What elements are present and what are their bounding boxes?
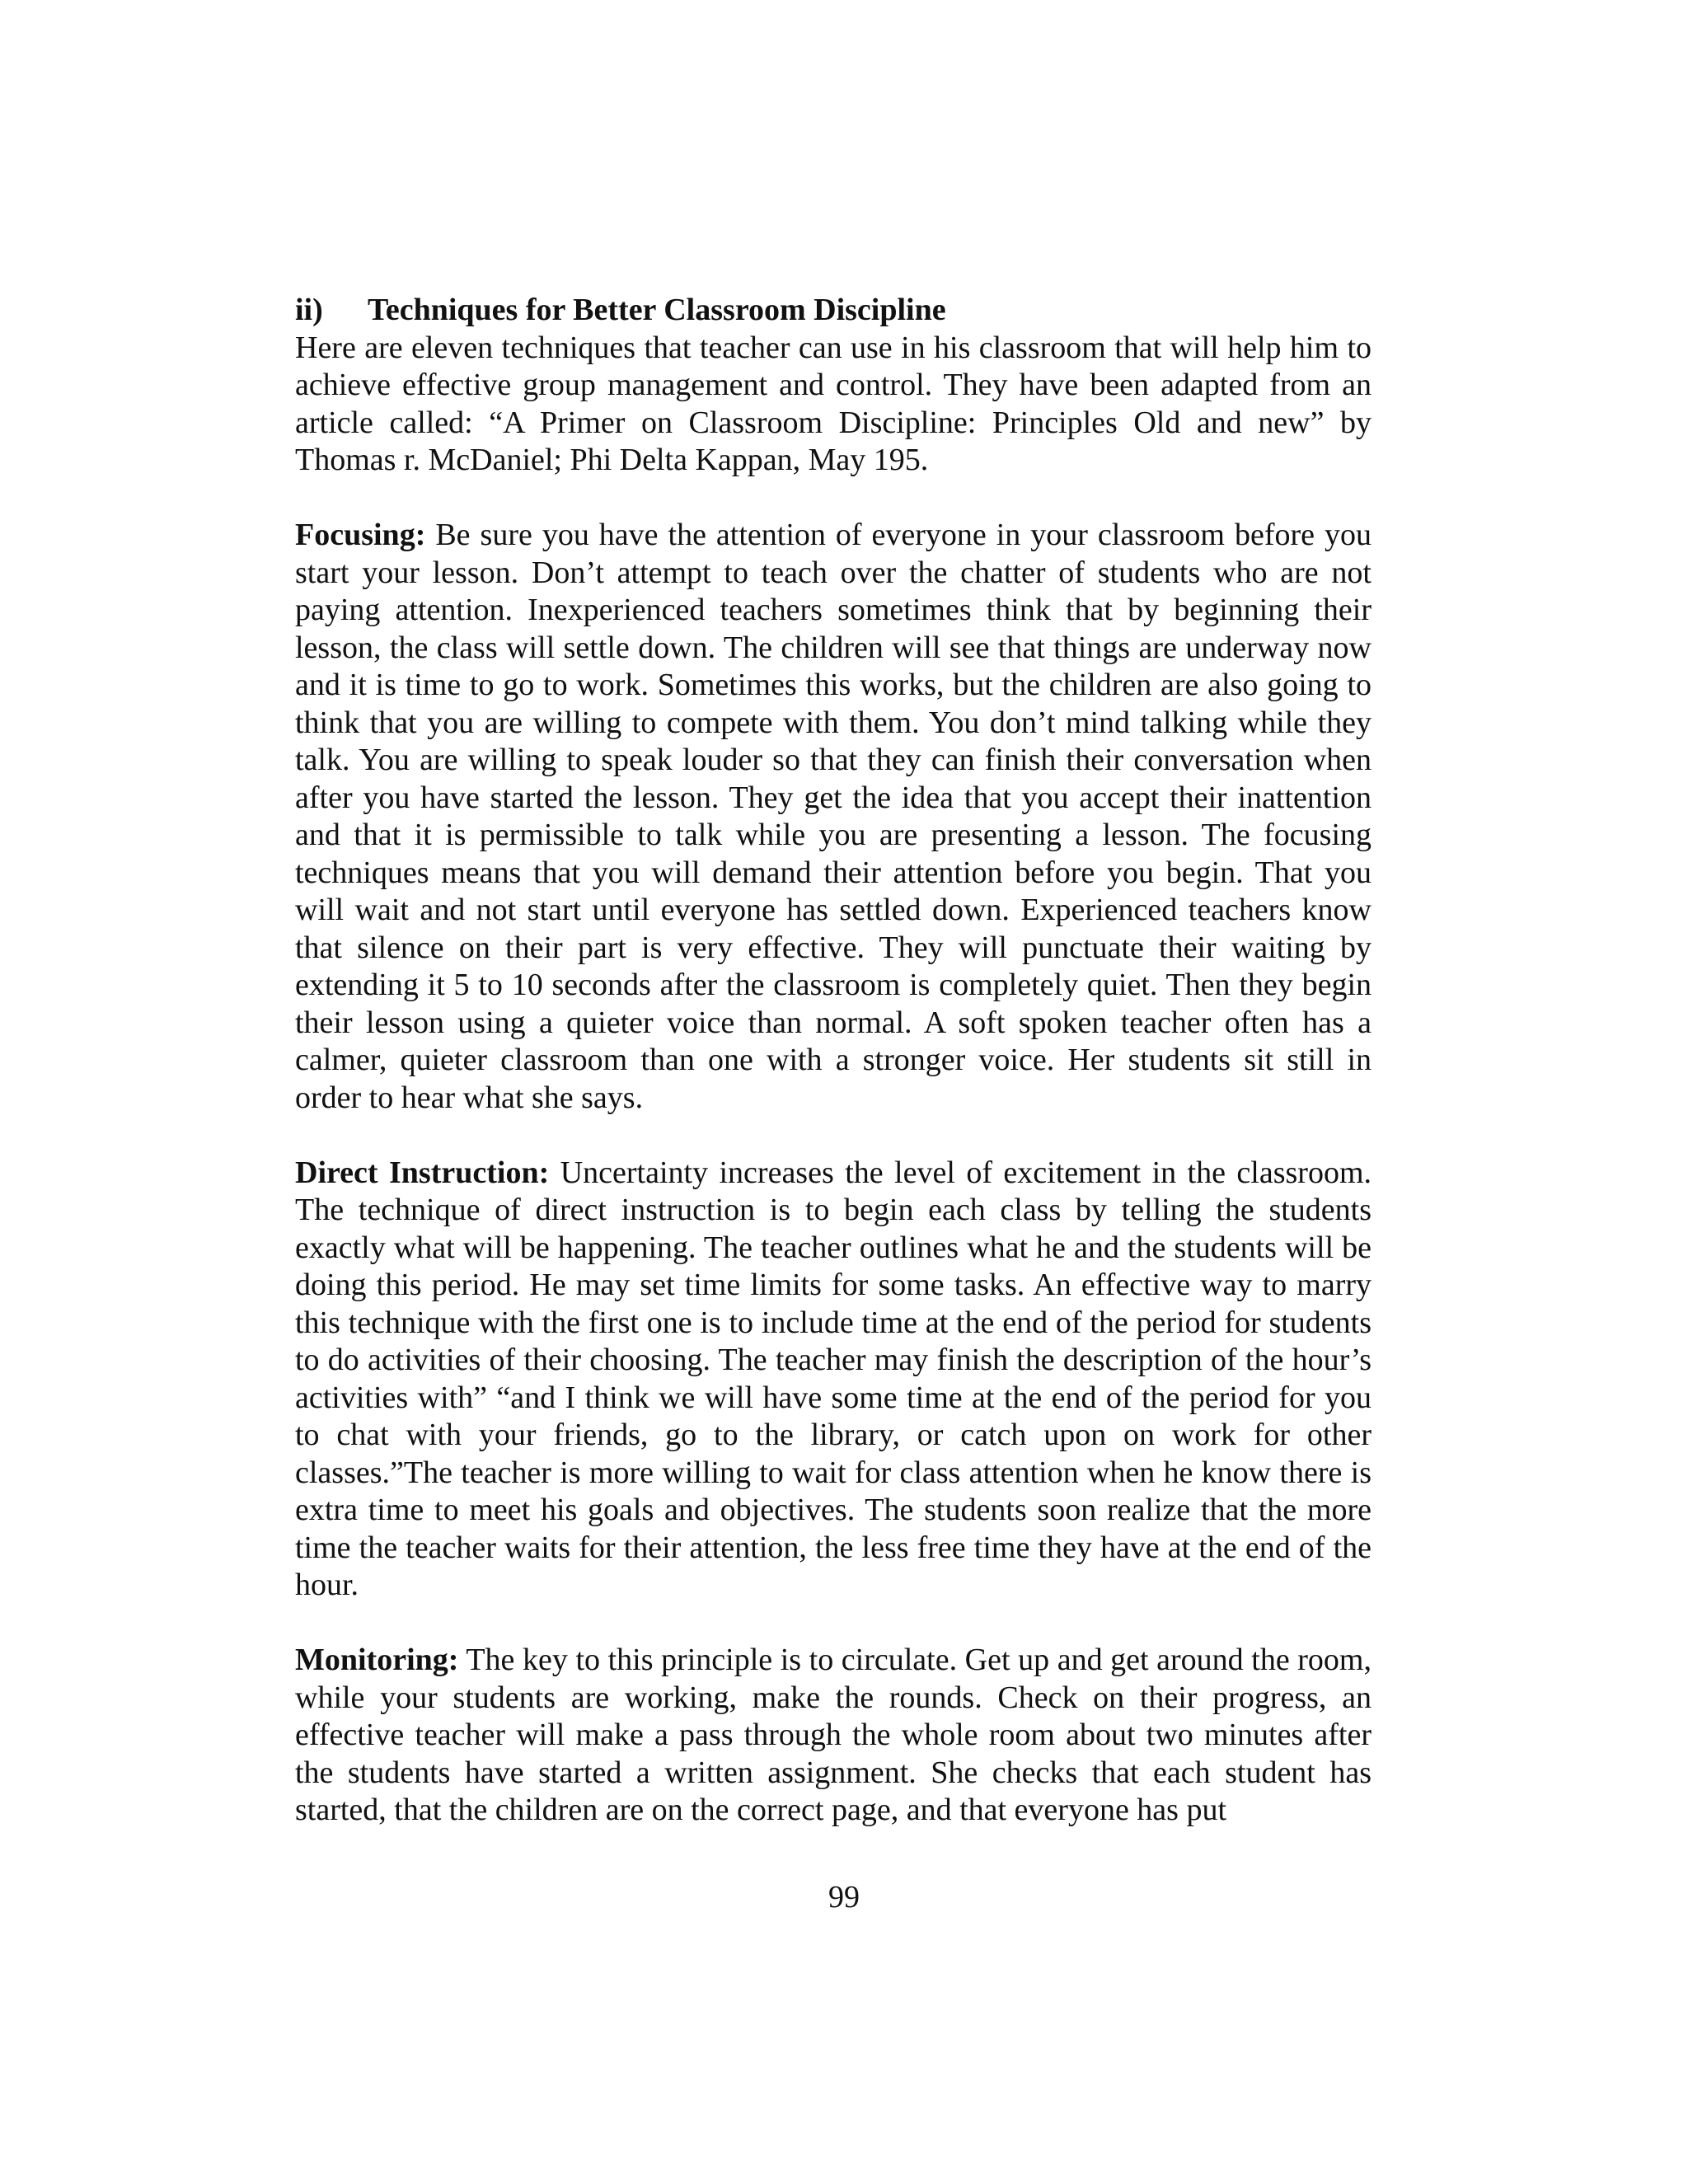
paragraph-spacer (295, 480, 1372, 518)
document-body (295, 292, 1372, 1830)
section-heading (295, 292, 1372, 330)
paragraph-spacer (295, 1117, 1372, 1155)
direct-instruction-text: Uncertainty increases the level of excitement in the classroom. The technique of direct instruction is to begin each class by telling the students exactly what will be happening. The teacher outlines what he and the students will be doing this period. He may set time limits for some tasks. An effective way to marry this technique with the first one is to include time at the end of the period for students to do activities of their choosing. The teacher may finish the description of the hour’s activities with” “and I think we will have some time at the end of the period for you to chat with your friends, go to the library, or catch upon on work for other classes.”The teacher is more willing to wait for class attention when he know there is extra time to meet his goals and objectives. The students soon realize that the more time the teacher waits for their attention, the less free time they have at the end of the hour. (295, 1155, 1372, 1602)
monitoring-paragraph (295, 1642, 1372, 1830)
intro-paragraph: Here are eleven techniques that teacher can use in his classroom that will help him to achieve effective group management and control. They have been adapted from an article called: “A Primer on Classroom Discipline: Principles Old and new” by Thomas r. McDaniel; Phi Delta Kappan, May 195. (295, 330, 1372, 477)
direct-instruction-lead: Direct Instruction: (295, 1155, 550, 1190)
paragraph-spacer (295, 1605, 1372, 1643)
monitoring-text: The key to this principle is to circulate. Get up and get around the room, while your students are working, make the rounds. Check on their progress, an effective teacher will make a pass through the whole room about two minutes after the students have started a written assignment. She checks that each student has started, that the children are on the correct page, and that everyone has put (295, 1643, 1372, 1827)
page-number: 99 (828, 1880, 860, 1915)
focusing-paragraph (295, 517, 1372, 1117)
section-title: Techniques for Better Classroom Discipline (368, 293, 946, 327)
monitoring-lead: Monitoring: (295, 1643, 459, 1677)
section-number: ii) (295, 293, 323, 327)
focusing-lead: Focusing: (295, 518, 426, 552)
focusing-text: Be sure you have the attention of everyone in your classroom before you start your lesson. Don’t attempt to teach over the chatter of students who are not paying attention. Inexperienced teachers sometimes think that by beginning their lesson, the class will settle down. The children will see that things are underway now and it is time to go to work. Sometimes this works, but the children are also going to think that you are willing to compete with them. You don’t mind talking while they talk. You are willing to speak louder so that they can finish their conversation when after you have started the lesson. They get the idea that you accept their inattention and that it is permissible to talk while you are presenting a lesson. The focusing techniques means that you will demand their attention before you begin. That you will wait and not start until everyone has settled down. Experienced teachers know that silence on their part is very effective. They will punctuate their waiting by extending it 5 to 10 seconds after the classroom is completely quiet. Then they begin their lesson using a quieter voice than normal. A soft spoken teacher often has a calmer, quieter classroom than one with a stronger voice. Her students sit still in order to hear what she says. (295, 518, 1372, 1115)
direct-instruction-paragraph (295, 1155, 1372, 1605)
